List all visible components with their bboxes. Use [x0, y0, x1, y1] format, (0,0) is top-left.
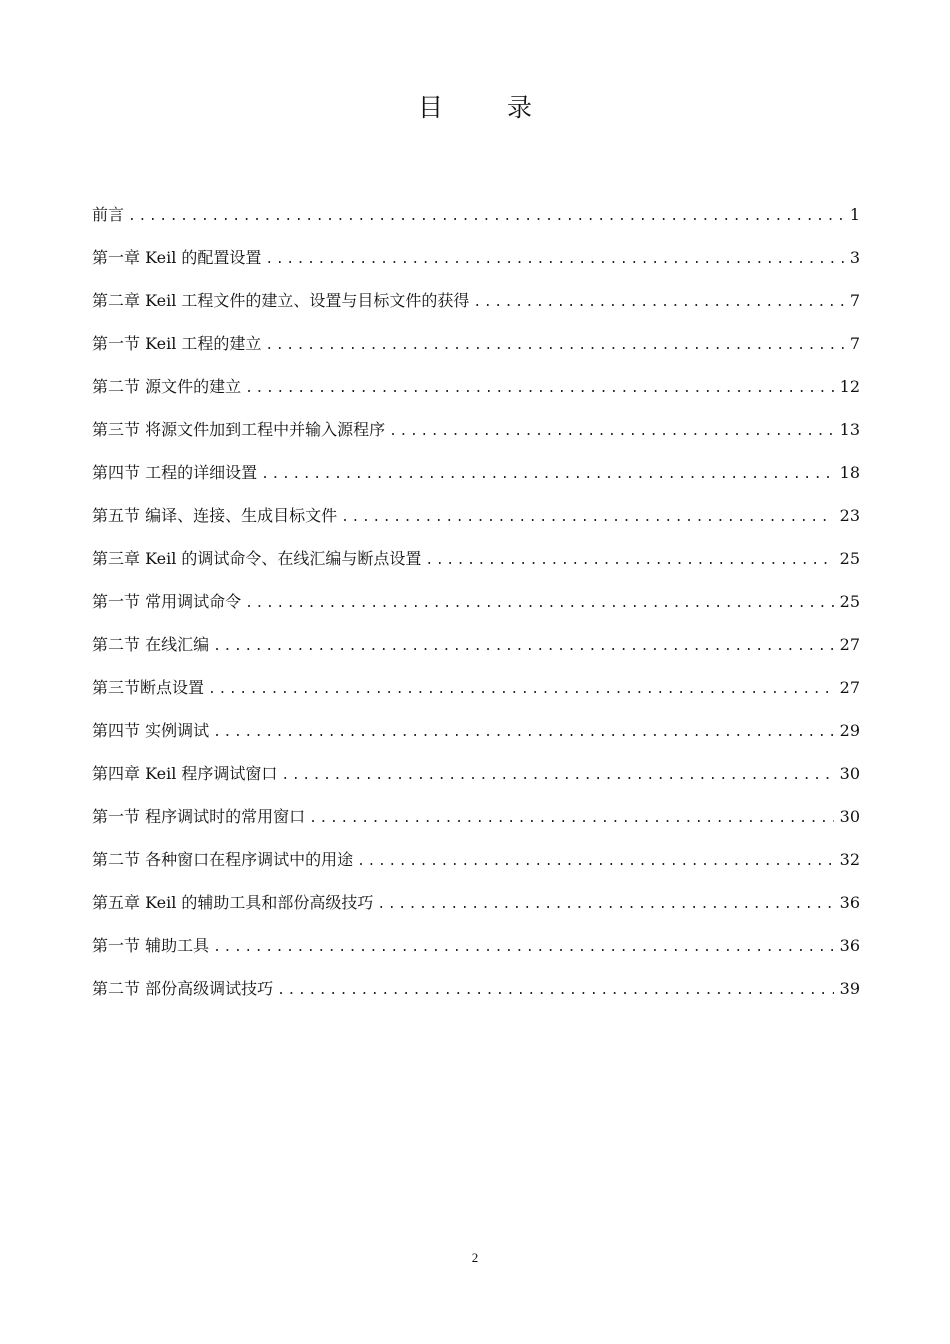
toc-entry[interactable]: [92, 761, 860, 804]
toc-dot-leader: [265, 247, 843, 273]
toc-entry[interactable]: [92, 718, 860, 761]
toc-entry-page: 39: [839, 979, 860, 998]
toc-entry[interactable]: [92, 976, 860, 1019]
toc-dot-leader: [425, 548, 833, 574]
toc-entry-label: 第一节 常用调试命令: [92, 592, 242, 611]
toc-entry-page: 30: [839, 764, 860, 783]
toc-entry-page: 36: [839, 936, 860, 955]
toc-entry-label: 第一节 程序调试时的常用窗口: [92, 807, 306, 826]
toc-dot-leader: [128, 204, 844, 230]
toc-entry[interactable]: [92, 589, 860, 632]
toc-entry[interactable]: [92, 503, 860, 546]
toc-entry-page: 1: [849, 205, 860, 224]
toc-entry-page: 36: [839, 893, 860, 912]
toc-dot-leader: [245, 591, 834, 617]
toc-entry[interactable]: [92, 890, 860, 933]
toc-entry-page: 27: [839, 635, 860, 654]
toc-entry[interactable]: [92, 374, 860, 417]
toc-dot-leader: [389, 419, 834, 445]
toc-dot-leader: [208, 677, 834, 703]
toc-dot-leader: [309, 806, 834, 832]
toc-entry[interactable]: [92, 847, 860, 890]
toc-entry[interactable]: [92, 417, 860, 460]
toc-entry-page: 27: [839, 678, 860, 697]
toc-dot-leader: [213, 634, 834, 660]
toc-entry-label: 第一节 Keil 工程的建立: [92, 334, 262, 353]
toc-entry[interactable]: [92, 933, 860, 976]
toc-entry-page: 23: [839, 506, 860, 525]
toc-entry-label: 第一章 Keil 的配置设置: [92, 248, 262, 267]
toc-entry-label: 第四节 工程的详细设置: [92, 463, 258, 482]
toc-entry-page: 29: [839, 721, 860, 740]
toc-entry-label: 第四节 实例调试: [92, 721, 210, 740]
toc-entry-page: 7: [849, 334, 860, 353]
toc-entry[interactable]: [92, 331, 860, 374]
toc-dot-leader: [473, 290, 843, 316]
toc-entry-label: 第二节 源文件的建立: [92, 377, 242, 396]
toc-entry-label: 第四章 Keil 程序调试窗口: [92, 764, 278, 783]
toc-entry[interactable]: [92, 288, 860, 331]
toc-dot-leader: [277, 978, 834, 1004]
toc-entry-page: 3: [849, 248, 860, 267]
toc-entry-page: 25: [839, 549, 860, 568]
toc-dot-leader: [265, 333, 843, 359]
toc-entry-label: 第五节 编译、连接、生成目标文件: [92, 506, 338, 525]
toc-dot-leader: [213, 935, 834, 961]
toc-entry[interactable]: [92, 460, 860, 503]
toc-dot-leader: [377, 892, 833, 918]
toc-dot-leader: [341, 505, 834, 531]
toc-entry[interactable]: [92, 804, 860, 847]
toc-entry-page: 30: [839, 807, 860, 826]
toc-entry[interactable]: [92, 202, 860, 245]
toc-entry-label: 第三章 Keil 的调试命令、在线汇编与断点设置: [92, 549, 422, 568]
toc-entry-page: 32: [839, 850, 860, 869]
toc-dot-leader: [261, 462, 834, 488]
table-of-contents: [92, 202, 860, 1019]
toc-dot-leader: [245, 376, 834, 402]
toc-entry-page: 7: [849, 291, 860, 310]
toc-entry[interactable]: [92, 632, 860, 675]
toc-entry-label: 第三节 将源文件加到工程中并输入源程序: [92, 420, 386, 439]
toc-entry-page: 25: [839, 592, 860, 611]
toc-entry[interactable]: [92, 675, 860, 718]
toc-entry-label: 第二章 Keil 工程文件的建立、设置与目标文件的获得: [92, 291, 470, 310]
toc-entry-page: 13: [839, 420, 860, 439]
toc-entry-label: 第二节 部份高级调试技巧: [92, 979, 274, 998]
toc-entry-page: 18: [839, 463, 860, 482]
toc-entry-label: 第二节 各种窗口在程序调试中的用途: [92, 850, 354, 869]
toc-entry-label: 第三节断点设置: [92, 678, 205, 697]
toc-dot-leader: [213, 720, 834, 746]
toc-dot-leader: [357, 849, 834, 875]
toc-entry-label: 第五章 Keil 的辅助工具和部份高级技巧: [92, 893, 374, 912]
toc-entry[interactable]: [92, 546, 860, 589]
toc-entry-label: 第一节 辅助工具: [92, 936, 210, 955]
toc-entry[interactable]: [92, 245, 860, 288]
toc-entry-page: 12: [839, 377, 860, 396]
page-title: 目 录: [418, 93, 560, 122]
toc-entry-label: 第二节 在线汇编: [92, 635, 210, 654]
toc-dot-leader: [281, 763, 833, 789]
toc-entry-label: 前言: [92, 205, 125, 224]
page-number: 2: [471, 1250, 479, 1265]
